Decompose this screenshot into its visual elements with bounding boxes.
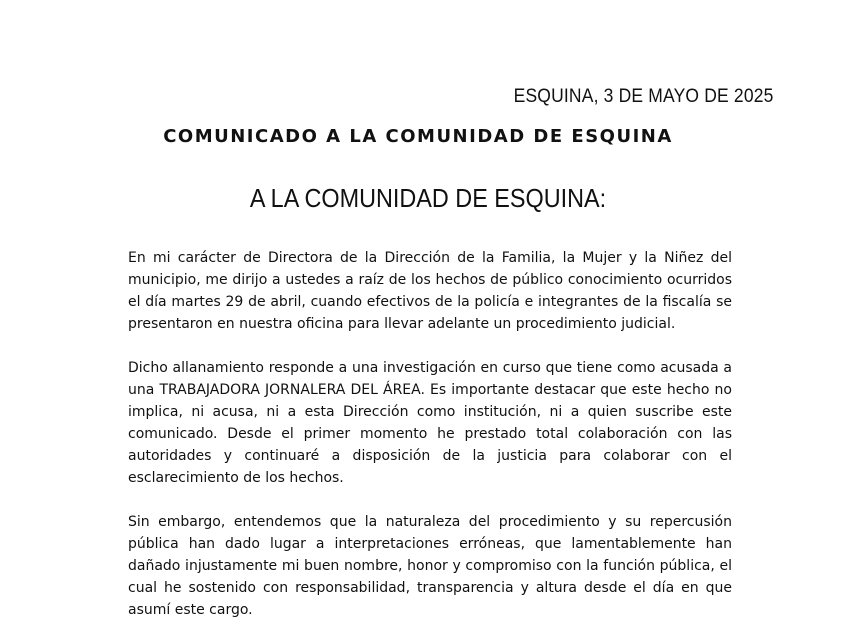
greeting-heading: A LA COMUNIDAD DE ESQUINA: xyxy=(249,183,607,213)
date-line: ESQUINA, 3 DE MAYO DE 2025 xyxy=(514,86,774,107)
paragraph-1: En mi carácter de Directora de la Dirección de la Familia, la Mujer y la Niñez del municipio, me dirijo a ustedes a raíz de los hechos de público conocimiento ocurridos el día martes 29 de abril, cuando efectivos de la policía e integrantes de la fiscalía se presentaron en nuestra oficina para llevar adelante un procedimiento judicial. xyxy=(128,250,732,332)
document-title: COMUNICADO A LA COMUNIDAD DE ESQUINA xyxy=(163,126,673,147)
paragraph-2: Dicho allanamiento responde a una investigación en curso que tiene como acusada a una TRABAJADORA JORNALERA DEL ÁREA. Es importante destacar que este hecho no implica, ni acusa, ni a esta Dirección como institución, ni a quien suscribe este comunicado. Desde el primer momento he prestado total colaboración con las autoridades y continuaré a disposición de la justicia para colaborar con el esclarecimiento de los hechos. xyxy=(128,360,732,486)
paragraph-3: Sin embargo, entendemos que la naturaleza del procedimiento y su repercusión pública han dado lugar a interpretaciones erróneas, que lamentablemente han dañado injustamente mi buen nombre, honor y compromiso con la función pública, el cual he sostenido con responsabilidad, transparencia y altura desde el día en que asumí este cargo. xyxy=(128,514,732,618)
document-body xyxy=(128,247,732,635)
